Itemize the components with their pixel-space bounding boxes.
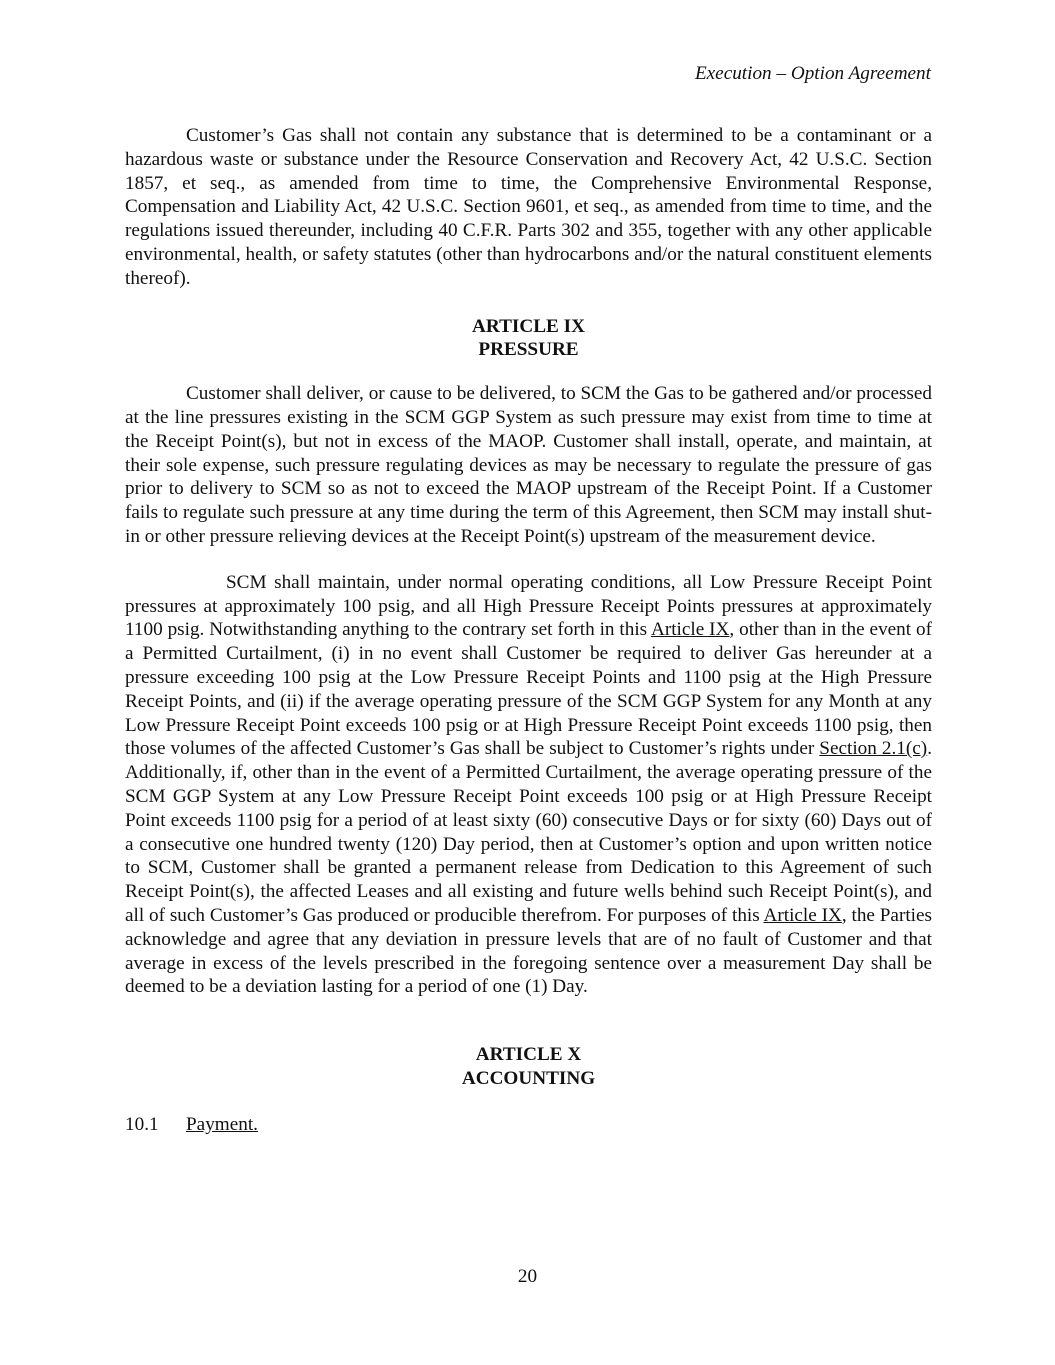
section-heading [125, 1113, 932, 1137]
article-ix-number: ARTICLE IX [472, 315, 585, 337]
document-body [125, 124, 932, 1136]
section-reference: Section 2.1(c) [819, 738, 928, 760]
paragraph-text: SCM shall maintain, under normal operating conditions, all Low Pressure Receipt Point pressures at approximately 100 psig, and all High Pressure Receipt Points pressures at approximately 1100 psig. Notwithstanding anything to the contrary set forth in this [125, 571, 932, 641]
paragraph-text: . Additionally, if, other than in the event of a Permitted Curtailment, the average operating pressure of the SCM GGP System at any Low Pressure Receipt Point exceeds 100 psig or at High Pressure Receipt Point exceeds 1100 psig for a period of at least sixty (60) consecutive Days or for sixty (60) Days out of a consecutive one hundred twenty (120) Day period, then at Customer’s option and upon written notice to SCM, Customer shall be granted a permanent release from Dedication to this Agreement of such Receipt Point(s), the affected Leases and all existing and future wells behind such Receipt Point(s), and all of such Customer’s Gas produced or producible therefrom. For purposes of this [125, 738, 932, 926]
running-header: Execution – Option Agreement [694, 63, 931, 84]
pressure-maintenance-paragraph [125, 571, 932, 999]
pressure-delivery-paragraph: Customer shall deliver, or cause to be delivered, to SCM the Gas to be gathered and/or processed at the line pressures existing in the SCM GGP System as such pressure may exist from time to time at the Receipt Point(s), but not in excess of the MAOP. Customer shall install, operate, and maintain, at their sole expense, such pressure regulating devices as may be necessary to regulate the pressure of gas prior to delivery to SCM so as not to exceed the MAOP upstream of the Receipt Point. If a Customer fails to regulate such pressure at any time during the term of this Agreement, then SCM may install shut-in or other pressure relieving devices at the Receipt Point(s) upstream of the measurement device. [125, 383, 932, 547]
paragraph-text: , other than in the event of a Permitted Curtailment, (i) in no event shall Customer be required to deliver Gas hereunder at a pressure exceeding 100 psig at the Low Pressure Receipt Points and 1100 psig at the High Pressure Receipt Points, and (ii) if the average operating pressure of the SCM GGP System for any Month at any Low Pressure Receipt Point exceeds 100 psig or at High Pressure Receipt Point exceeds 1100 psig, then those volumes of the affected Customer’s Gas shall be subject to Customer’s rights under [125, 619, 932, 760]
article-ix-reference: Article IX [763, 904, 842, 926]
page-number: 20 [517, 1266, 538, 1287]
contaminant-paragraph: Customer’s Gas shall not contain any substance that is determined to be a contaminant or a hazardous waste or substance under the Resource Conservation and Recovery Act, 42 U.S.C. Section 1857, et seq., as amended from time to time, the Comprehensive Environmental Response, Compensation and Liability Act, 42 U.S.C. Section 9601, et seq., as amended from time to time, and the regulations issued thereunder, including 40 C.F.R. Parts 302 and 355, together with any other applicable environmental, health, or safety statutes (other than hydrocarbons and/or the natural constituent elements thereof). [125, 125, 932, 289]
paragraph-text: , the Parties acknowledge and agree that any deviation in pressure levels that are of no fault of Customer and that average in excess of the levels prescribed in the foregoing sentence over a measurement Day shall be deemed to be a deviation lasting for a period of one (1) Day. [125, 904, 932, 998]
article-ix-title: PRESSURE [478, 339, 579, 361]
section-number: 10.1 [125, 1113, 159, 1135]
article-ix-reference: Article IX [650, 619, 730, 641]
section-title: Payment. [186, 1113, 258, 1135]
article-x-number: ARTICLE X [475, 1044, 582, 1066]
article-x-title: ACCOUNTING [461, 1067, 596, 1089]
